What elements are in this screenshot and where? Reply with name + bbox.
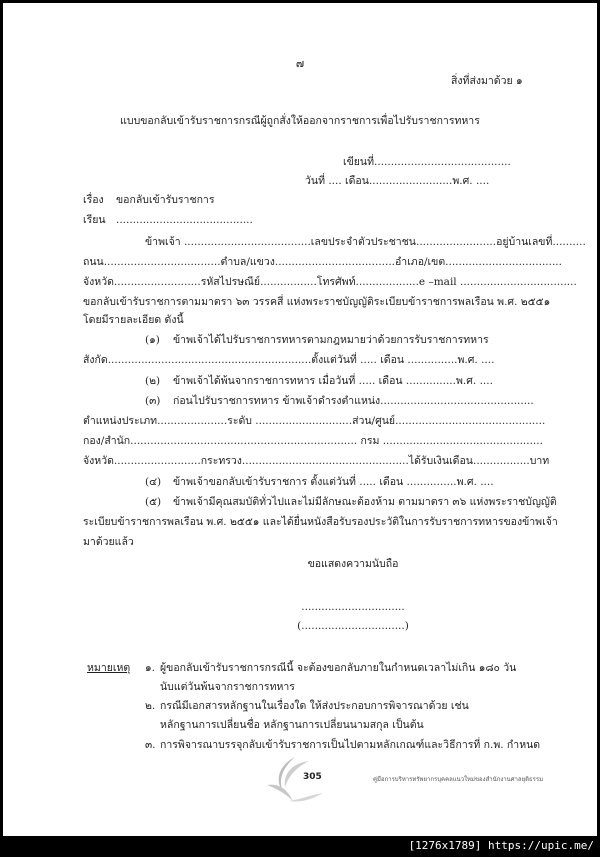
book-title: คู่มือการบริหารทรัพยากรบุคคลแนวใหม่ของสำนักงานศาลยุติธรรม bbox=[373, 776, 544, 783]
note-2-line-1: กรณีมีเอกสารหลักฐานในเรื่องใด ให้ส่งประกอบการพิจารณาด้วย เช่น bbox=[160, 700, 469, 712]
image-host-bar bbox=[0, 836, 600, 857]
note-2-line-2: หลักฐานการเปลี่ยนชื่อ หลักฐานการเปลี่ยนนามสกุล เป็นต้น bbox=[160, 719, 424, 731]
item-3-text: ก่อนไปรับราชการทหาร ข้าพเจ้าดำรงตำแหน่ง.............................................. bbox=[173, 395, 534, 407]
book-page-number: 305 bbox=[303, 772, 322, 782]
note-2-number: ๒. bbox=[145, 700, 156, 712]
item-3-number: (๓) bbox=[145, 395, 161, 407]
document-page bbox=[3, 3, 597, 836]
request-statement: ขอกลับเข้ารับราชการตามมาตรา ๖๓ วรรคสี่ แห่งพระราชบัญญัติระเบียบข้าราชการพลเรือน พ.ศ. ๒๕๕๑ bbox=[83, 296, 551, 308]
page-number: ๗ bbox=[295, 57, 305, 70]
item-4-text: ข้าพเจ้าขอกลับเข้ารับราชการ ตั้งแต่วันที่ ..... เดือน ...............พ.ศ. .... bbox=[173, 476, 494, 488]
subject-value: ขอกลับเข้ารับราชการ bbox=[116, 194, 215, 206]
remarks-label: หมายเหตุ bbox=[87, 662, 131, 674]
addressee-value: ......................................... bbox=[116, 214, 253, 226]
item-3-salary-line: จังหวัด..........................กระทรวง..................................................ได้รับเงินเดือน.................บาท bbox=[83, 455, 550, 467]
details-intro: โดยมีรายละเอียด ดังนี้ bbox=[83, 314, 184, 326]
note-3-number: ๓. bbox=[145, 739, 156, 751]
printed-name-line: (...............................) bbox=[297, 620, 409, 632]
closing-salutation: ขอแสดงความนับถือ bbox=[307, 558, 399, 570]
image-host-watermark: [1276x1789] https://upic.me/ bbox=[408, 839, 594, 852]
item-1-number: (๑) bbox=[145, 334, 160, 346]
item-5-text: ข้าพเจ้ามีคุณสมบัติทั่วไปและไม่มีลักษณะต้องห้าม ตามมาตรา ๓๖ แห่งพระราชบัญญัติ bbox=[173, 496, 557, 508]
subject-label: เรื่อง bbox=[83, 194, 104, 206]
item-2-text: ข้าพเจ้าได้พ้นจากราชการทหาร เมื่อวันที่ ..... เดือน ...............พ.ศ. .... bbox=[173, 375, 493, 387]
attachment-label: สิ่งที่ส่งมาด้วย ๑ bbox=[451, 75, 523, 87]
applicant-line: ข้าพเจ้า ......................................เลขประจำตัวประชาชน........................อยู่บ้านเลขที่.......... bbox=[145, 236, 586, 248]
item-1-continuation: สังกัด.............................................................ตั้งแต่วันที่ ..... เดือน ...............พ.ศ. .... bbox=[83, 354, 495, 366]
note-1-line-2: นับแต่วันพ้นจากราชการทหาร bbox=[160, 681, 295, 693]
item-5-number: (๕) bbox=[145, 496, 162, 508]
note-1-number: ๑. bbox=[145, 662, 156, 674]
item-5-continuation-2: มาด้วยแล้ว bbox=[83, 536, 134, 548]
item-4-number: (๔) bbox=[145, 476, 162, 488]
addressee-label: เรียน bbox=[83, 214, 106, 226]
item-2-number: (๒) bbox=[145, 375, 161, 387]
note-3-line-1: การพิจารณาบรรจุกลับเข้ารับราชการเป็นไปตามหลักเกณฑ์และวิธีการที่ ก.พ. กำหนด bbox=[160, 739, 541, 751]
item-1-text: ข้าพเจ้าได้ไปรับราชการทหารตามกฎหมายว่าด้วยการรับราชการทหาร bbox=[173, 334, 489, 346]
item-3-division-line: กอง/สำนัก.................................................................... กรม ................................................ bbox=[83, 435, 543, 447]
contact-line: จังหวัด..........................รหัสไปรษณีย์.................โทรศัพท์...................e –mail ................................... bbox=[83, 276, 577, 288]
signature-line: ............................... bbox=[301, 601, 405, 613]
written-at-line: เขียนที่......................................... bbox=[343, 156, 511, 168]
form-title: แบบขอกลับเข้ารับราชการกรณีผู้ถูกสั่งให้ออกจากราชการเพื่อไปรับราชการทหาร bbox=[120, 115, 480, 127]
note-1-line-1: ผู้ขอกลับเข้ารับราชการกรณีนี้ จะต้องขอกลับภายในกำหนดเวลาไม่เกิน ๑๘๐ วัน bbox=[160, 662, 517, 674]
item-3-position-line: ตำแหน่งประเภท.....................ระดับ .............................ส่วน/ศูนย์............................................. bbox=[83, 415, 546, 427]
item-5-continuation-1: ระเบียบข้าราชการพลเรือน พ.ศ. ๒๕๕๑ และได้ยื่นหนังสือรับรองประวัติในการรับราชการทหารของข้าพเจ้า bbox=[83, 516, 558, 528]
address-line: ถนน...................................ตำบล/แขวง....................................อำเภอ/เขต................................... bbox=[83, 256, 562, 268]
date-line: วันที่ .... เดือน.........................พ.ศ. .... bbox=[305, 175, 490, 187]
